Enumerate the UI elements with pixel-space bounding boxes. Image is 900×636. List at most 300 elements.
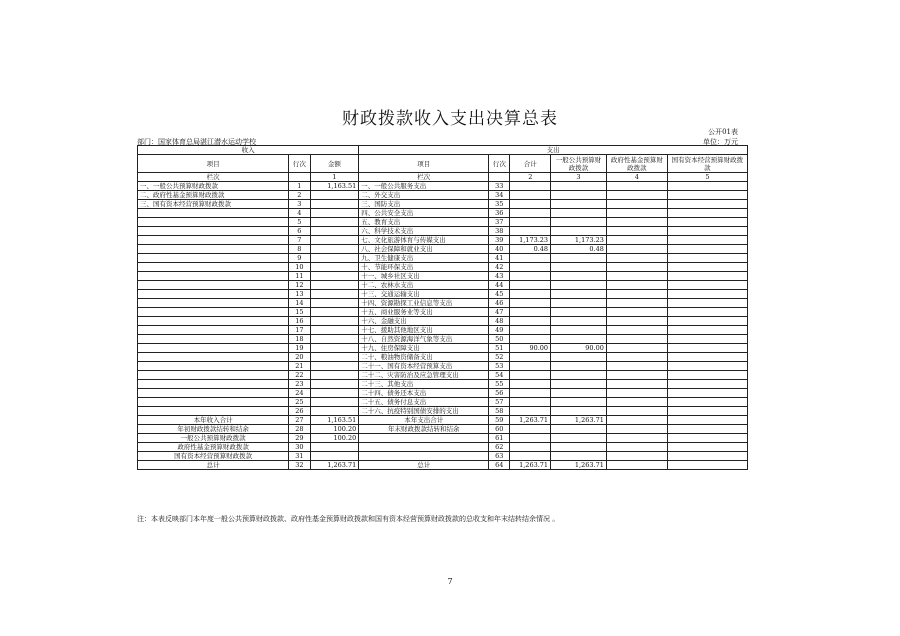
income-amount-header: 金额	[310, 155, 359, 173]
expense-total-cell	[510, 434, 551, 443]
summary-table	[137, 145, 748, 470]
expense-state-capital-cell	[667, 425, 747, 434]
expense-total-cell	[510, 425, 551, 434]
income-amount-cell	[310, 191, 359, 200]
expense-line-cell: 50	[489, 335, 510, 344]
expense-state-capital-cell	[667, 416, 747, 425]
expense-item-cell: 十五、商业服务业等支出	[359, 308, 489, 317]
expense-gov-fund-cell	[606, 461, 667, 470]
income-line-cell: 1	[289, 182, 310, 191]
table-row	[138, 200, 748, 209]
expense-item-cell: 四、公共安全支出	[359, 209, 489, 218]
expense-line-cell: 35	[489, 200, 510, 209]
expense-item-cell: 八、社会保障和就业支出	[359, 245, 489, 254]
income-amount-cell	[310, 344, 359, 353]
expense-state-capital-cell	[667, 335, 747, 344]
expense-state-capital-cell	[667, 308, 747, 317]
expense-item-cell: 十六、金融支出	[359, 317, 489, 326]
expense-header: 支出	[359, 146, 748, 155]
expense-gov-fund-cell	[606, 353, 667, 362]
expense-gen-budget-cell	[551, 209, 607, 218]
income-item-cell	[138, 245, 289, 254]
report-title: 财政拨款收入支出决算总表	[342, 109, 558, 129]
gov-fund-header: 政府性基金预算财政拨款	[606, 155, 667, 173]
expense-line-cell: 46	[489, 299, 510, 308]
summary-row	[138, 416, 748, 425]
income-amount-cell	[310, 371, 359, 380]
table-row	[138, 398, 748, 407]
income-amount-cell	[310, 272, 359, 281]
expense-gen-budget-cell	[551, 335, 607, 344]
income-item-cell: 三、国有资本经营预算财政拨款	[138, 200, 289, 209]
expense-item-cell: 十二、农林水支出	[359, 281, 489, 290]
expense-state-capital-cell	[667, 317, 747, 326]
col-label: 栏次	[359, 173, 489, 182]
expense-total-cell	[510, 353, 551, 362]
income-line-cell: 25	[289, 398, 310, 407]
expense-gov-fund-cell	[606, 398, 667, 407]
expense-total-cell	[510, 371, 551, 380]
expense-state-capital-cell	[667, 281, 747, 290]
expense-line-cell: 41	[489, 254, 510, 263]
income-line-cell: 27	[289, 416, 310, 425]
income-line-cell: 11	[289, 272, 310, 281]
expense-item-cell: 十、节能环保支出	[359, 263, 489, 272]
income-line-cell: 12	[289, 281, 310, 290]
income-line-cell: 19	[289, 344, 310, 353]
income-item-cell	[138, 344, 289, 353]
expense-item-cell: 年末财政拨款结转和结余	[359, 425, 489, 434]
expense-total-cell	[510, 308, 551, 317]
expense-gen-budget-cell	[551, 200, 607, 209]
income-item-cell	[138, 326, 289, 335]
expense-gen-budget-cell	[551, 281, 607, 290]
expense-total-cell: 1,173.23	[510, 236, 551, 245]
table-row	[138, 254, 748, 263]
expense-gov-fund-cell	[606, 326, 667, 335]
table-row	[138, 353, 748, 362]
income-amount-cell	[310, 290, 359, 299]
col-index-1: 1	[310, 173, 359, 182]
expense-gov-fund-cell	[606, 362, 667, 371]
expense-state-capital-cell	[667, 344, 747, 353]
income-item-cell	[138, 209, 289, 218]
income-amount-cell	[310, 299, 359, 308]
income-amount-cell	[310, 218, 359, 227]
expense-state-capital-cell	[667, 272, 747, 281]
summary-row	[138, 434, 748, 443]
income-line-header: 行次	[289, 155, 310, 173]
income-amount-cell	[310, 326, 359, 335]
expense-line-cell: 44	[489, 281, 510, 290]
expense-gen-budget-cell: 0.48	[551, 245, 607, 254]
column-index-row	[138, 173, 748, 182]
expense-state-capital-cell	[667, 326, 747, 335]
expense-total-cell	[510, 254, 551, 263]
expense-state-capital-cell	[667, 227, 747, 236]
income-item-header: 项目	[138, 155, 289, 173]
income-item-cell: 总计	[138, 461, 289, 470]
expense-total-cell: 0.48	[510, 245, 551, 254]
expense-line-cell: 57	[489, 398, 510, 407]
income-item-cell	[138, 380, 289, 389]
expense-item-cell: 二、外交支出	[359, 191, 489, 200]
table-row	[138, 209, 748, 218]
expense-gov-fund-cell	[606, 443, 667, 452]
expense-gov-fund-cell	[606, 263, 667, 272]
expense-state-capital-cell	[667, 461, 747, 470]
expense-line-cell: 34	[489, 191, 510, 200]
income-amount-cell	[310, 308, 359, 317]
expense-line-cell: 61	[489, 434, 510, 443]
expense-gen-budget-cell	[551, 182, 607, 191]
income-amount-cell	[310, 254, 359, 263]
expense-line-cell: 51	[489, 344, 510, 353]
expense-state-capital-cell	[667, 434, 747, 443]
income-amount-cell	[310, 209, 359, 218]
expense-gen-budget-cell	[551, 317, 607, 326]
expense-gov-fund-cell	[606, 335, 667, 344]
expense-line-cell: 45	[489, 290, 510, 299]
expense-state-capital-cell	[667, 263, 747, 272]
expense-state-capital-cell	[667, 353, 747, 362]
income-item-cell: 年初财政拨款结转和结余	[138, 425, 289, 434]
col-label: 栏次	[138, 173, 289, 182]
expense-gen-budget-cell: 1,263.71	[551, 416, 607, 425]
income-line-cell: 4	[289, 209, 310, 218]
table-row	[138, 317, 748, 326]
expense-line-cell: 39	[489, 236, 510, 245]
income-amount-cell	[310, 281, 359, 290]
expense-line-cell: 36	[489, 209, 510, 218]
expense-item-cell: 六、科学技术支出	[359, 227, 489, 236]
expense-total-cell: 1,263.71	[510, 461, 551, 470]
expense-item-cell: 二十、粮油物资储备支出	[359, 353, 489, 362]
income-amount-cell	[310, 362, 359, 371]
income-line-cell: 16	[289, 317, 310, 326]
expense-item-cell: 总计	[359, 461, 489, 470]
income-amount-cell	[310, 335, 359, 344]
income-item-cell: 本年收入合计	[138, 416, 289, 425]
expense-state-capital-cell	[667, 218, 747, 227]
col-blank	[489, 173, 510, 182]
income-item-cell: 国有资本经营预算财政拨款	[138, 452, 289, 461]
expense-gen-budget-cell	[551, 371, 607, 380]
expense-item-cell: 一、一般公共服务支出	[359, 182, 489, 191]
income-amount-cell	[310, 443, 359, 452]
expense-gov-fund-cell	[606, 434, 667, 443]
income-line-cell: 29	[289, 434, 310, 443]
summary-row	[138, 443, 748, 452]
expense-total-cell	[510, 209, 551, 218]
expense-gov-fund-cell	[606, 290, 667, 299]
expense-line-cell: 48	[489, 317, 510, 326]
expense-state-capital-cell	[667, 443, 747, 452]
expense-line-cell: 54	[489, 371, 510, 380]
income-line-cell: 24	[289, 389, 310, 398]
expense-item-cell: 十一、城乡社区支出	[359, 272, 489, 281]
expense-gen-budget-cell	[551, 407, 607, 416]
summary-row	[138, 425, 748, 434]
expense-total-cell	[510, 407, 551, 416]
col-index-2: 2	[510, 173, 551, 182]
income-amount-cell	[310, 200, 359, 209]
table-row	[138, 290, 748, 299]
expense-line-cell: 49	[489, 326, 510, 335]
expense-item-cell: 二十二、灾害防治及应急管理支出	[359, 371, 489, 380]
expense-item-cell: 十八、自然资源海洋气象等支出	[359, 335, 489, 344]
income-item-cell	[138, 236, 289, 245]
table-row	[138, 236, 748, 245]
income-amount-cell	[310, 227, 359, 236]
expense-gov-fund-cell	[606, 281, 667, 290]
income-item-cell: 二、政府性基金预算财政拨款	[138, 191, 289, 200]
expense-total-cell	[510, 389, 551, 398]
expense-line-cell: 62	[489, 443, 510, 452]
income-item-cell	[138, 218, 289, 227]
income-amount-cell: 1,163.51	[310, 182, 359, 191]
income-line-cell: 32	[289, 461, 310, 470]
income-item-cell	[138, 227, 289, 236]
income-line-cell: 20	[289, 353, 310, 362]
expense-total-cell	[510, 317, 551, 326]
expense-line-cell: 47	[489, 308, 510, 317]
expense-state-capital-cell	[667, 371, 747, 380]
income-line-cell: 13	[289, 290, 310, 299]
table-row	[138, 263, 748, 272]
expense-gov-fund-cell	[606, 389, 667, 398]
expense-gov-fund-cell	[606, 236, 667, 245]
table-row	[138, 344, 748, 353]
table-row	[138, 326, 748, 335]
table-row	[138, 389, 748, 398]
expense-item-cell: 三、国防支出	[359, 200, 489, 209]
expense-gen-budget-cell	[551, 263, 607, 272]
income-item-cell	[138, 398, 289, 407]
expense-item-cell: 本年支出合计	[359, 416, 489, 425]
income-line-cell: 28	[289, 425, 310, 434]
expense-gen-budget-cell	[551, 227, 607, 236]
expense-total-cell	[510, 398, 551, 407]
expense-line-cell: 55	[489, 380, 510, 389]
footnote: 注：本表反映部门本年度一般公共预算财政拨款、政府性基金预算财政拨款和国有资本经营预算财政拨款的总收支和年末结转结余情况 。	[137, 515, 560, 523]
department-label: 部门：国家体育总局湛江潜水运动学校	[137, 138, 256, 146]
income-item-cell	[138, 371, 289, 380]
expense-total-cell	[510, 272, 551, 281]
expense-total-cell	[510, 263, 551, 272]
expense-line-cell: 40	[489, 245, 510, 254]
expense-total-cell	[510, 281, 551, 290]
expense-gov-fund-cell	[606, 425, 667, 434]
expense-gen-budget-cell	[551, 443, 607, 452]
income-line-cell: 22	[289, 371, 310, 380]
expense-line-cell: 60	[489, 425, 510, 434]
table-row	[138, 281, 748, 290]
income-amount-cell	[310, 380, 359, 389]
expense-gov-fund-cell	[606, 245, 667, 254]
income-line-cell: 15	[289, 308, 310, 317]
income-item-cell: 一般公共预算财政拨款	[138, 434, 289, 443]
income-amount-cell: 1,163.51	[310, 416, 359, 425]
income-line-cell: 14	[289, 299, 310, 308]
income-amount-cell	[310, 389, 359, 398]
income-amount-cell: 100.20	[310, 425, 359, 434]
expense-gov-fund-cell	[606, 308, 667, 317]
expense-state-capital-cell	[667, 407, 747, 416]
table-row	[138, 362, 748, 371]
expense-gov-fund-cell	[606, 191, 667, 200]
expense-gov-fund-cell	[606, 452, 667, 461]
expense-item-cell: 二十四、债务还本支出	[359, 389, 489, 398]
income-amount-cell	[310, 398, 359, 407]
income-item-cell	[138, 335, 289, 344]
expense-gov-fund-cell	[606, 227, 667, 236]
expense-gov-fund-cell	[606, 272, 667, 281]
expense-total-cell	[510, 218, 551, 227]
income-amount-cell	[310, 317, 359, 326]
table-row	[138, 227, 748, 236]
gen-budget-header: 一般公共预算财政拨款	[551, 155, 607, 173]
expense-gen-budget-cell	[551, 308, 607, 317]
expense-total-cell	[510, 290, 551, 299]
expense-line-cell: 59	[489, 416, 510, 425]
form-number: 公开01表	[708, 128, 738, 136]
expense-state-capital-cell	[667, 380, 747, 389]
expense-total-cell	[510, 227, 551, 236]
expense-item-cell: 十七、援助其他地区支出	[359, 326, 489, 335]
expense-gen-budget-cell: 1,263.71	[551, 461, 607, 470]
expense-total-cell	[510, 200, 551, 209]
expense-total-cell	[510, 326, 551, 335]
expense-state-capital-cell	[667, 362, 747, 371]
expense-state-capital-cell	[667, 389, 747, 398]
summary-row	[138, 452, 748, 461]
expense-line-cell: 64	[489, 461, 510, 470]
expense-gen-budget-cell	[551, 254, 607, 263]
table-row	[138, 299, 748, 308]
income-line-cell: 30	[289, 443, 310, 452]
expense-gov-fund-cell	[606, 218, 667, 227]
income-item-cell	[138, 389, 289, 398]
expense-line-cell: 63	[489, 452, 510, 461]
income-item-cell: 政府性基金预算财政拨款	[138, 443, 289, 452]
expense-gen-budget-cell	[551, 191, 607, 200]
expense-state-capital-cell	[667, 236, 747, 245]
expense-total-cell	[510, 182, 551, 191]
table-row	[138, 308, 748, 317]
expense-gov-fund-cell	[606, 344, 667, 353]
expense-line-cell: 53	[489, 362, 510, 371]
income-line-cell: 10	[289, 263, 310, 272]
income-line-cell: 2	[289, 191, 310, 200]
header-row-1	[138, 146, 748, 155]
expense-state-capital-cell	[667, 254, 747, 263]
expense-item-cell: 十三、交通运输支出	[359, 290, 489, 299]
income-line-cell: 7	[289, 236, 310, 245]
expense-line-cell: 56	[489, 389, 510, 398]
header-row-2	[138, 155, 748, 173]
expense-total-header: 合计	[510, 155, 551, 173]
expense-line-cell: 37	[489, 218, 510, 227]
expense-item-cell	[359, 452, 489, 461]
expense-line-cell: 52	[489, 353, 510, 362]
expense-gen-budget-cell: 90.00	[551, 344, 607, 353]
income-line-cell: 3	[289, 200, 310, 209]
expense-item-cell: 七、文化旅游体育与传媒支出	[359, 236, 489, 245]
income-amount-cell	[310, 452, 359, 461]
income-item-cell	[138, 362, 289, 371]
expense-item-cell: 十四、资源勘探工业信息等支出	[359, 299, 489, 308]
income-item-cell	[138, 407, 289, 416]
expense-gen-budget-cell	[551, 398, 607, 407]
expense-gov-fund-cell	[606, 254, 667, 263]
income-line-cell: 17	[289, 326, 310, 335]
expense-total-cell	[510, 443, 551, 452]
income-amount-cell	[310, 263, 359, 272]
expense-gen-budget-cell: 1,173.23	[551, 236, 607, 245]
income-line-cell: 9	[289, 254, 310, 263]
table-row	[138, 371, 748, 380]
expense-gov-fund-cell	[606, 182, 667, 191]
expense-gen-budget-cell	[551, 299, 607, 308]
expense-line-cell: 58	[489, 407, 510, 416]
income-amount-cell	[310, 245, 359, 254]
table-row	[138, 272, 748, 281]
expense-state-capital-cell	[667, 182, 747, 191]
expense-item-cell: 二十三、其他支出	[359, 380, 489, 389]
income-amount-cell: 1,263.71	[310, 461, 359, 470]
expense-gov-fund-cell	[606, 209, 667, 218]
income-item-cell	[138, 308, 289, 317]
expense-item-cell: 二十五、债务付息支出	[359, 398, 489, 407]
expense-item-header: 项目	[359, 155, 489, 173]
expense-gen-budget-cell	[551, 353, 607, 362]
income-amount-cell	[310, 236, 359, 245]
expense-line-cell: 33	[489, 182, 510, 191]
expense-item-cell: 二十一、国有资本经营预算支出	[359, 362, 489, 371]
income-item-cell	[138, 317, 289, 326]
expense-state-capital-cell	[667, 290, 747, 299]
expense-total-cell	[510, 380, 551, 389]
col-index-3: 3	[551, 173, 607, 182]
expense-state-capital-cell	[667, 200, 747, 209]
expense-state-capital-cell	[667, 245, 747, 254]
table-row	[138, 380, 748, 389]
expense-gen-budget-cell	[551, 218, 607, 227]
expense-item-cell: 十九、住房保障支出	[359, 344, 489, 353]
expense-state-capital-cell	[667, 398, 747, 407]
expense-total-cell: 90.00	[510, 344, 551, 353]
col-index-5: 5	[667, 173, 747, 182]
expense-gen-budget-cell	[551, 290, 607, 299]
col-index-4: 4	[606, 173, 667, 182]
income-line-cell: 31	[289, 452, 310, 461]
table-row	[138, 407, 748, 416]
income-item-cell	[138, 263, 289, 272]
income-line-cell: 8	[289, 245, 310, 254]
expense-line-header: 行次	[489, 155, 510, 173]
expense-item-cell	[359, 434, 489, 443]
summary-table-container	[137, 145, 748, 470]
expense-item-cell: 二十六、抗疫特别国债安排的支出	[359, 407, 489, 416]
table-row	[138, 182, 748, 191]
expense-gov-fund-cell	[606, 371, 667, 380]
expense-item-cell: 九、卫生健康支出	[359, 254, 489, 263]
expense-gen-budget-cell	[551, 434, 607, 443]
expense-total-cell	[510, 452, 551, 461]
expense-state-capital-cell	[667, 299, 747, 308]
income-line-cell: 21	[289, 362, 310, 371]
